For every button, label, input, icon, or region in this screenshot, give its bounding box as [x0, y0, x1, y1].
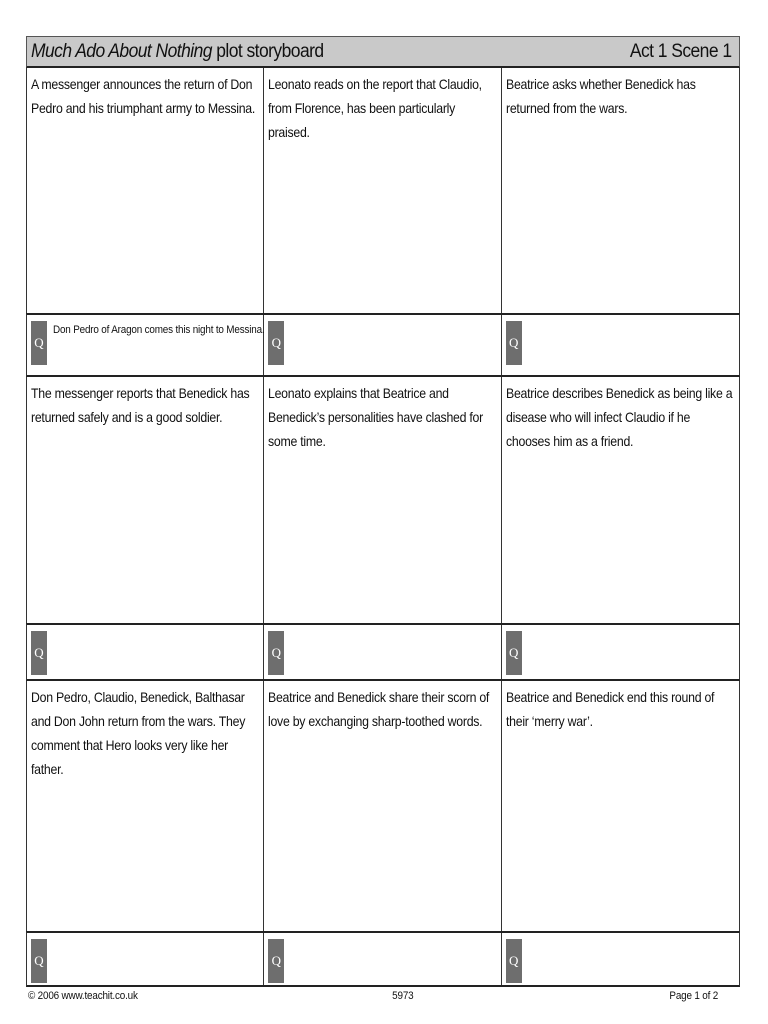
quote-cell: [502, 315, 739, 375]
story-cell: [27, 377, 264, 623]
story-cell: [27, 681, 264, 931]
quote-cell: [502, 625, 739, 679]
story-row-1: [26, 68, 740, 313]
copyright-text: © 2006 www.teachit.co.uk: [28, 990, 138, 1002]
story-cell: [502, 68, 739, 313]
quote-badge-icon: Q: [506, 631, 522, 675]
quote-cell: [264, 933, 501, 985]
quote-badge-icon: Q: [506, 321, 522, 365]
story-row-2: [26, 377, 740, 623]
story-cell: [502, 681, 739, 931]
play-title: Much Ado About Nothing: [31, 40, 212, 62]
page-title: [31, 41, 324, 63]
quote-badge-icon: Q: [31, 631, 47, 675]
story-cell: [264, 681, 501, 931]
quote-badge-icon: Q: [31, 939, 47, 983]
quote-cell: [264, 625, 501, 679]
title-bar: [26, 36, 740, 68]
story-cell: [264, 68, 501, 313]
quote-badge-icon: Q: [268, 321, 284, 365]
quote-text: Don Pedro of Aragon comes this night to Messina.: [53, 324, 265, 336]
resource-code: 5973: [392, 990, 414, 1002]
page-number: Page 1 of 2: [669, 990, 718, 1002]
story-text: A messenger announces the return of Don Pedro and his triumphant army to Messina.: [31, 76, 256, 116]
quote-row-1: [26, 313, 740, 377]
story-cell: [502, 377, 739, 623]
quote-badge-icon: Q: [506, 939, 522, 983]
storyboard-sheet: [26, 36, 740, 987]
story-text: Beatrice asks whether Benedick has returned from the wars.: [505, 76, 696, 116]
quote-badge-icon: Q: [31, 321, 47, 365]
story-row-3: [26, 681, 740, 931]
quote-cell: [502, 933, 739, 985]
story-text: Beatrice describes Benedick as being like a disease who will infect Claudio if he chooses him as a friend.: [505, 385, 732, 449]
quote-cell: [27, 625, 264, 679]
story-cell: [264, 377, 501, 623]
story-text: Leonato explains that Beatrice and Benedick’s personalities have clashed for some time.: [268, 385, 484, 449]
scene-label: Act 1 Scene 1: [629, 40, 731, 62]
story-text: Leonato reads on the report that Claudio, from Florence, has been particularly praised.: [268, 76, 483, 140]
story-cell: [27, 68, 264, 313]
story-text: The messenger reports that Benedick has returned safely and is a good soldier.: [31, 385, 250, 425]
story-text: Beatrice and Benedick share their scorn of love by exchanging sharp-toothed words.: [268, 689, 490, 729]
quote-badge-icon: Q: [268, 631, 284, 675]
quote-row-2: [26, 623, 740, 681]
quote-badge-icon: Q: [268, 939, 284, 983]
title-suffix: plot storyboard: [211, 40, 324, 62]
quote-cell: [27, 933, 264, 985]
quote-cell: [264, 315, 501, 375]
story-text: Beatrice and Benedick end this round of their ‘merry war’.: [505, 689, 714, 729]
story-text: Don Pedro, Claudio, Benedick, Balthasar and Don John return from the wars. They comment that Hero looks very like her father.: [31, 689, 246, 777]
quote-cell: [27, 315, 264, 375]
quote-row-3: [26, 931, 740, 987]
